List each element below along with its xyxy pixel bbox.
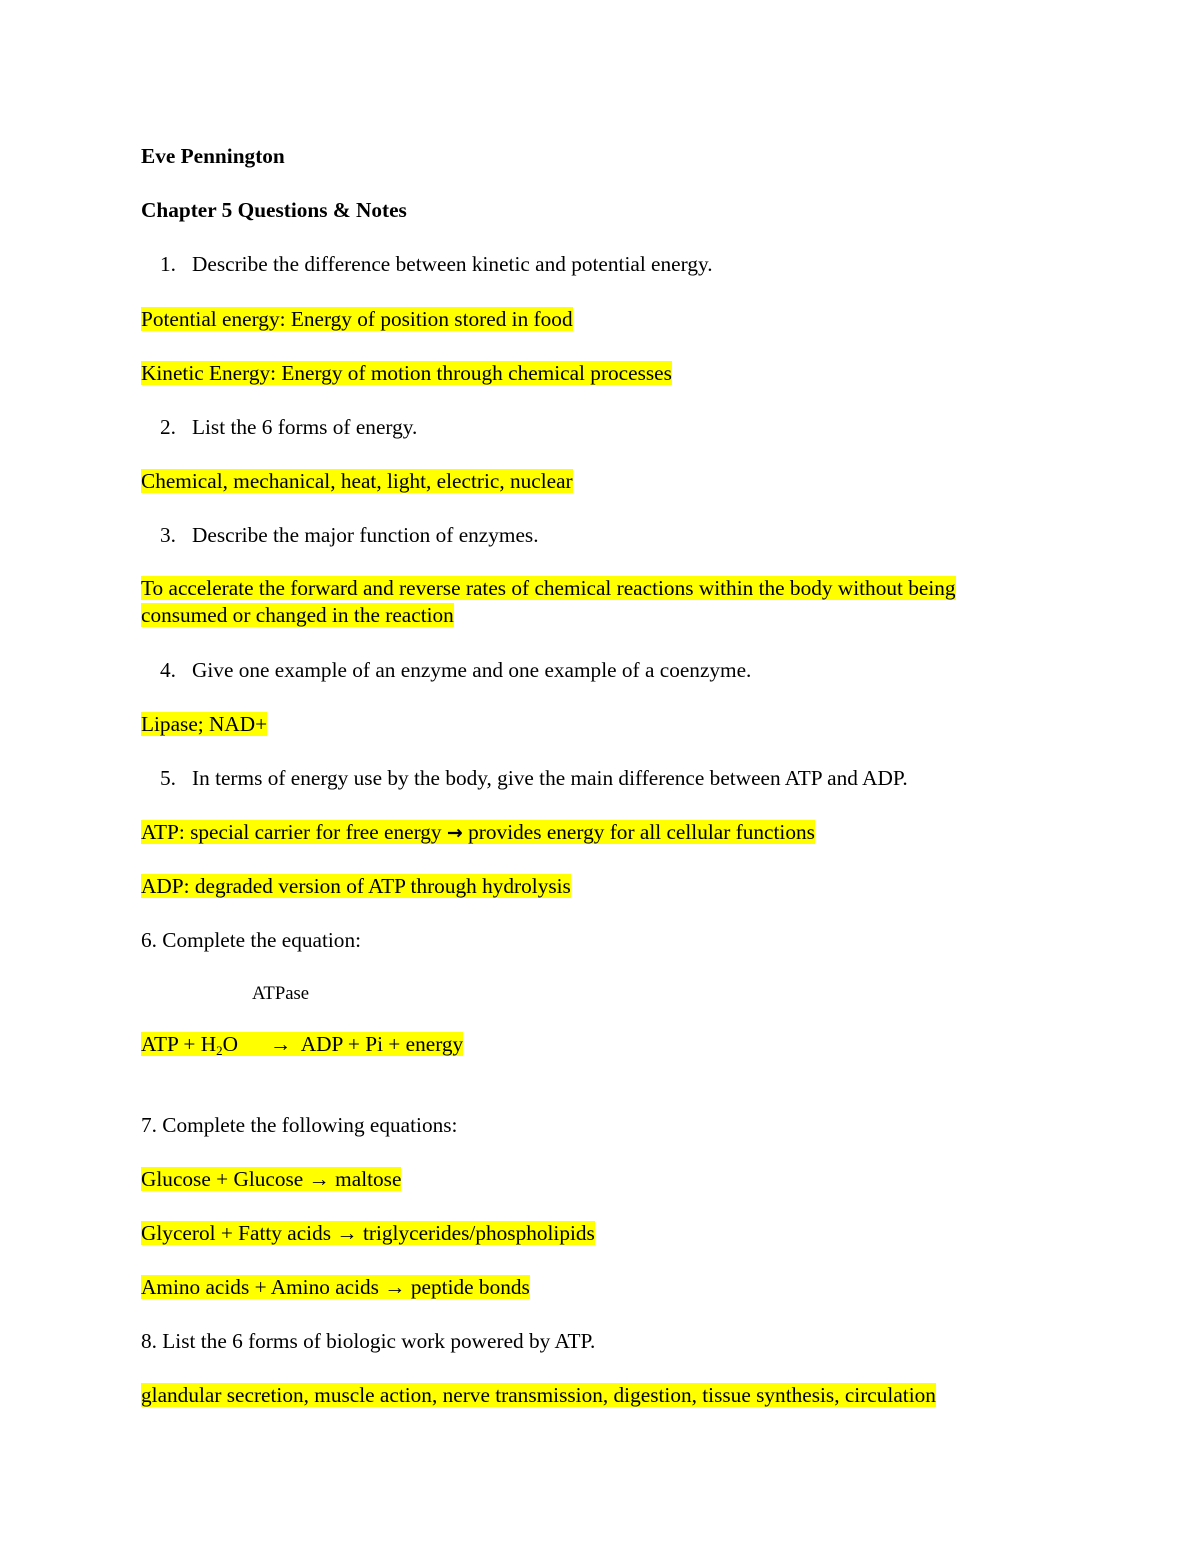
equation-left: ATP + H <box>141 1032 217 1056</box>
answer-1-kinetic <box>141 360 672 387</box>
answer-5-adp <box>141 873 571 900</box>
question-3 <box>142 522 539 549</box>
answer-2 <box>141 468 573 495</box>
reaction-arrow-icon: → <box>269 1032 292 1056</box>
answer-3-line-1 <box>141 575 956 602</box>
question-8: 8. List the 6 forms of biologic work powered by ATP. <box>141 1329 596 1353</box>
answer-7-eq1 <box>141 1166 401 1193</box>
highlighted-answer: Glucose + Glucose → maltose <box>141 1167 402 1191</box>
answer-1-potential <box>141 306 573 333</box>
answer-5-atp-part1: ATP: special carrier for free energy <box>141 820 442 844</box>
question-4-number: 4. <box>160 658 176 682</box>
answer-5-atp-part2: provides energy for all cellular functions <box>468 820 815 844</box>
highlighted-answer: Glycerol + Fatty acids → triglycerides/phospholipids <box>141 1221 595 1245</box>
equation-o: O <box>222 1032 239 1056</box>
highlighted-answer: ADP: degraded version of ATP through hydrolysis <box>141 874 571 898</box>
highlighted-answer: To accelerate the forward and reverse rates of chemical reactions within the body without being <box>141 576 956 600</box>
answer-8 <box>141 1382 936 1409</box>
highlighted-answer: Kinetic Energy: Energy of motion through chemical processes <box>141 361 672 385</box>
question-2 <box>142 414 417 441</box>
equation-6 <box>141 1031 463 1064</box>
answer-3-line-2 <box>141 602 454 629</box>
question-3-text: Describe the major function of enzymes. <box>192 523 539 547</box>
highlighted-answer: glandular secretion, muscle action, nerve transmission, digestion, tissue synthesis, circulation <box>141 1383 936 1407</box>
subscript: 2 <box>216 1043 223 1058</box>
question-4 <box>142 657 751 684</box>
chapter-title: Chapter 5 Questions & Notes <box>141 198 407 222</box>
answer-7-eq3 <box>141 1274 530 1301</box>
enzyme-label: ATPase <box>252 983 310 1004</box>
highlighted-answer: Potential energy: Energy of position stored in food <box>141 307 573 331</box>
question-6: 6. Complete the equation: <box>141 928 362 952</box>
question-2-text: List the 6 forms of energy. <box>192 415 418 439</box>
highlighted-answer: Chemical, mechanical, heat, light, electric, nuclear <box>141 469 573 493</box>
answer-5-atp <box>141 819 815 847</box>
question-1-text: Describe the difference between kinetic and potential energy. <box>192 252 713 276</box>
question-2-number: 2. <box>160 415 176 439</box>
highlighted-answer <box>141 820 815 844</box>
question-5-number: 5. <box>160 766 176 790</box>
question-4-text: Give one example of an enzyme and one example of a coenzyme. <box>192 658 752 682</box>
question-5 <box>142 765 908 792</box>
author-name: Eve Pennington <box>141 144 285 168</box>
answer-7-eq2 <box>141 1220 595 1247</box>
question-5-text: In terms of energy use by the body, give the main difference between ATP and ADP. <box>192 766 908 790</box>
highlighted-equation <box>141 1032 463 1056</box>
highlighted-answer: Amino acids + Amino acids → peptide bonds <box>141 1275 530 1299</box>
right-arrow-icon: → <box>446 822 463 844</box>
question-1 <box>142 251 713 278</box>
question-7: 7. Complete the following equations: <box>141 1113 458 1137</box>
answer-4 <box>141 711 267 738</box>
question-1-number: 1. <box>160 252 176 276</box>
question-3-number: 3. <box>160 523 176 547</box>
highlighted-answer: Lipase; NAD+ <box>141 712 268 736</box>
highlighted-answer: consumed or changed in the reaction <box>141 603 454 627</box>
equation-right: ADP + Pi + energy <box>300 1032 464 1056</box>
